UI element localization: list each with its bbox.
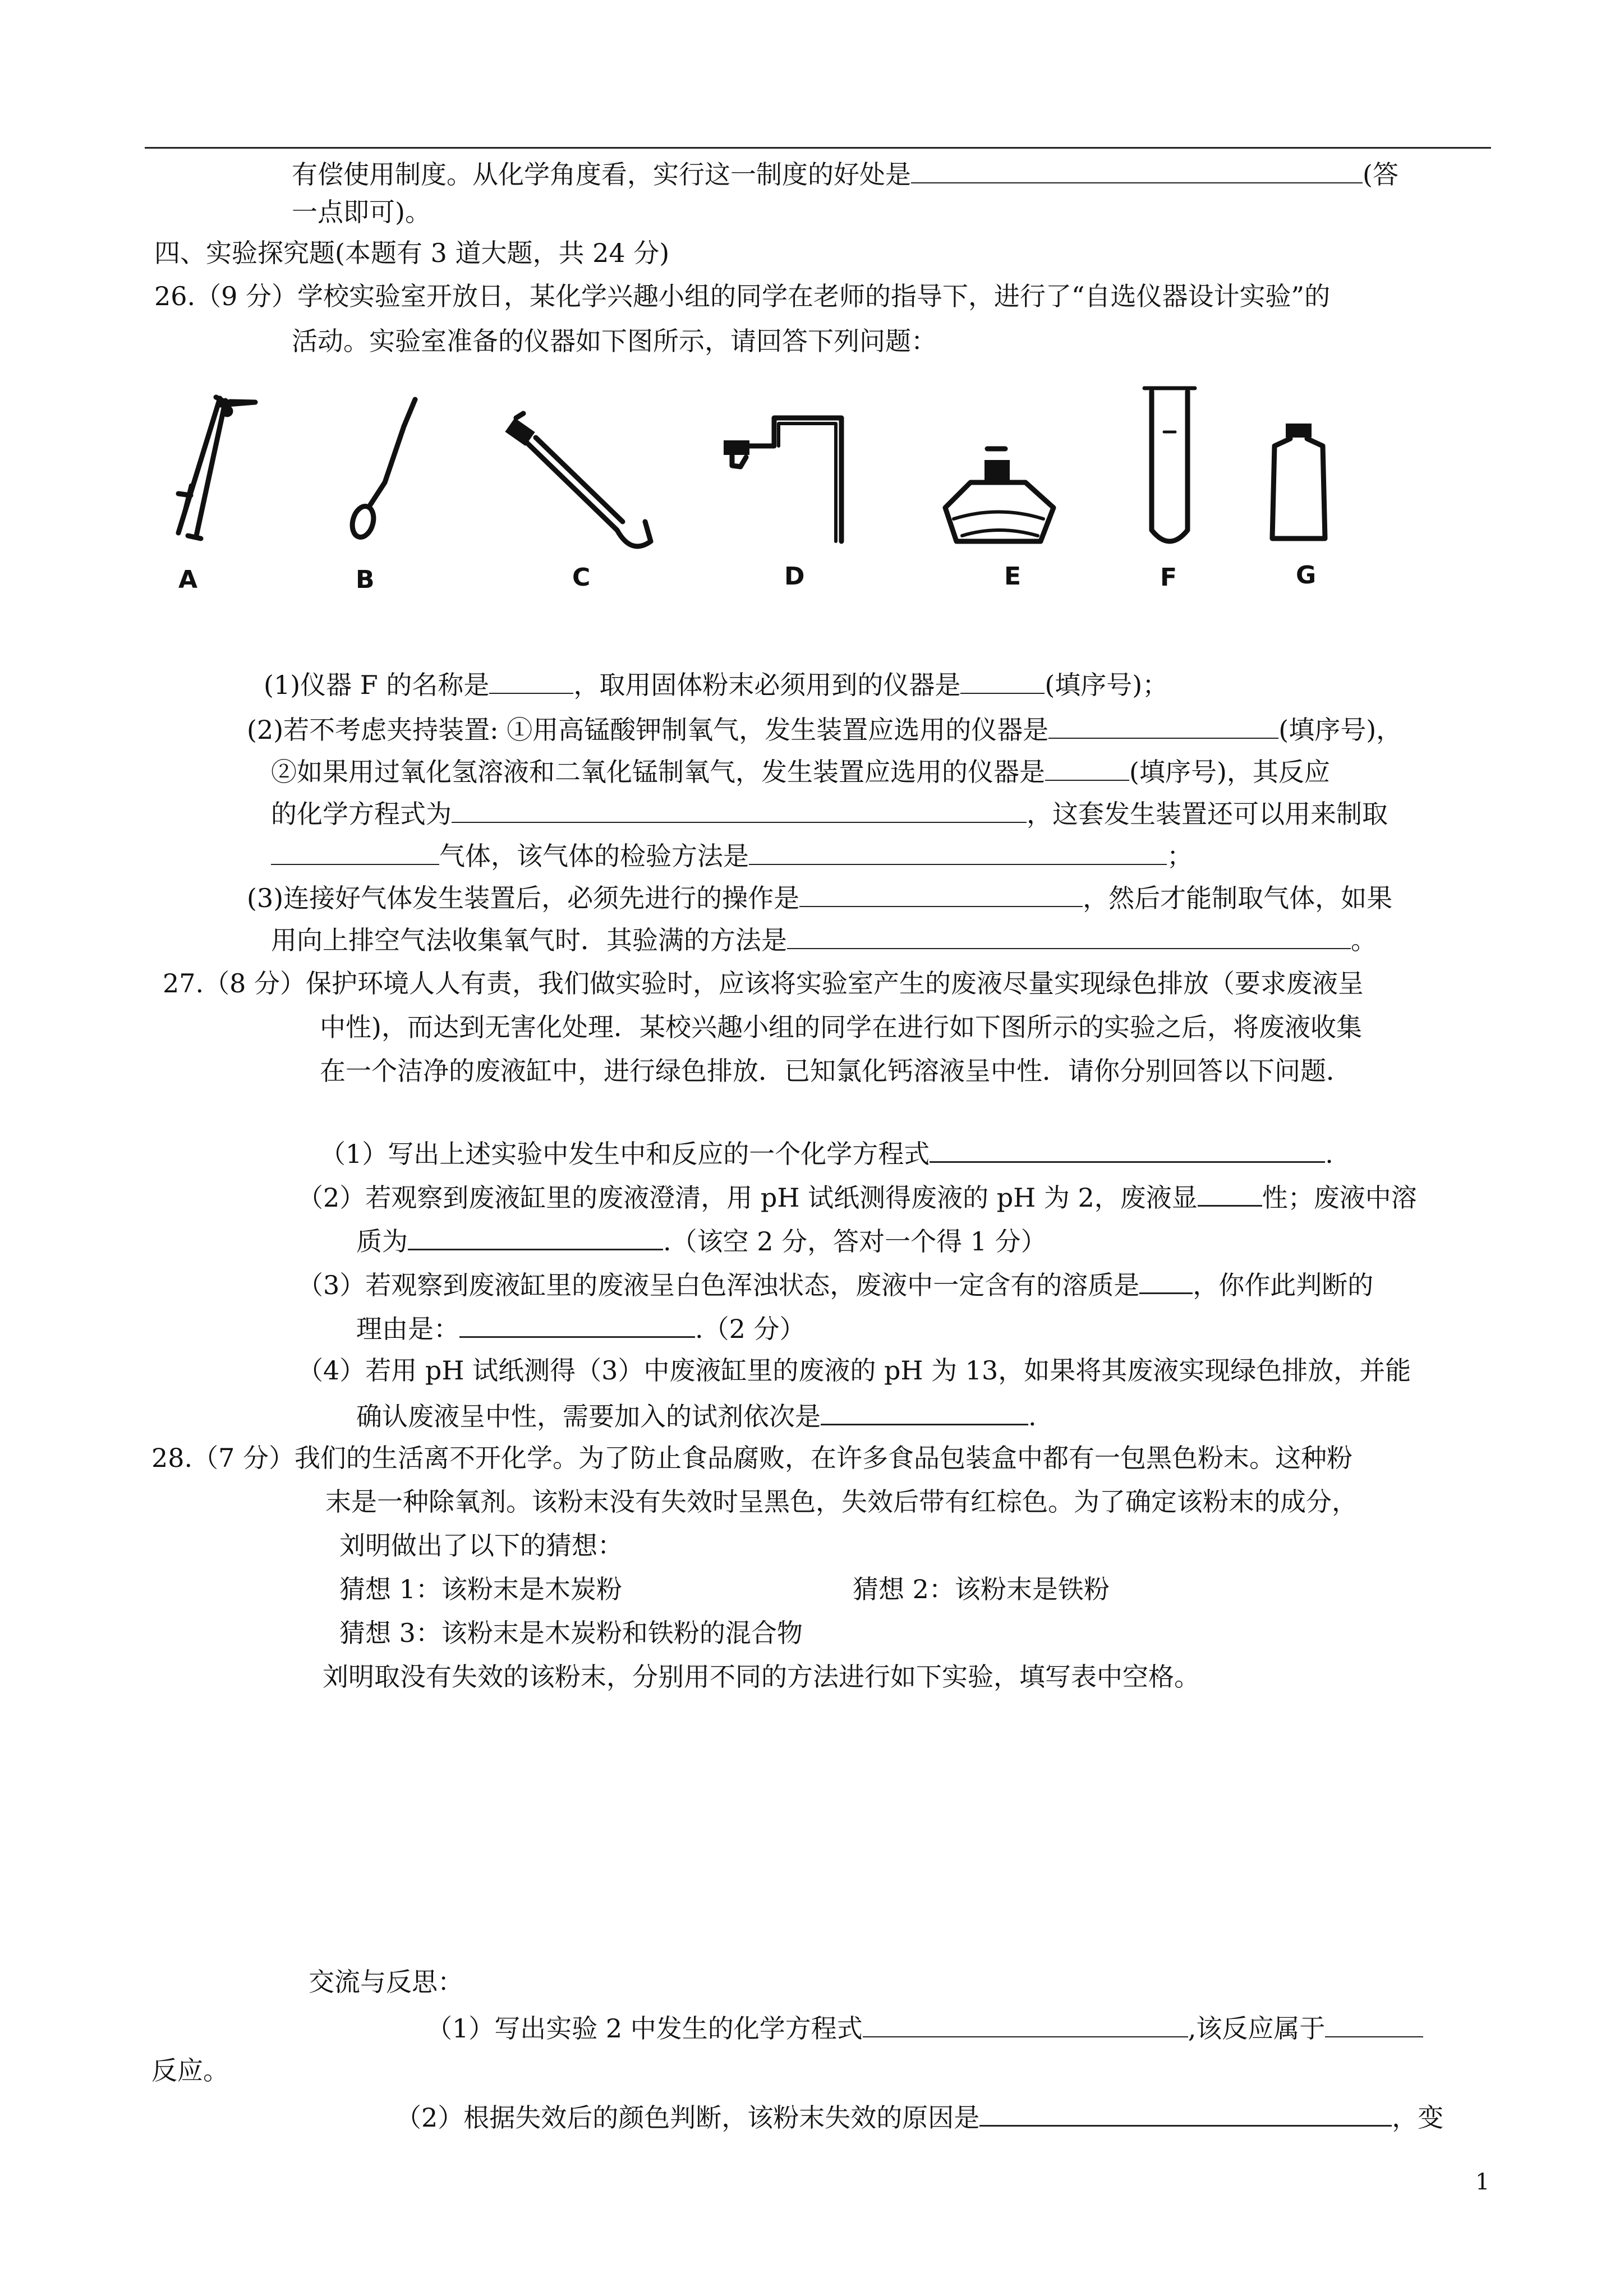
answer-blank[interactable] (1048, 715, 1278, 739)
answer-blank[interactable] (821, 1401, 1028, 1425)
q27-sub-4b (356, 1401, 1037, 1432)
label-c: C (572, 563, 591, 592)
text: ，你作此判断的 (1193, 1270, 1374, 1300)
text: ,该反应属于 (1188, 2013, 1326, 2044)
answer-blank[interactable] (749, 841, 1167, 865)
text: （2）根据失效后的颜色判断，该粉末失效的原因是 (395, 2102, 980, 2133)
q28-line-3: 刘明做出了以下的猜想： (339, 1530, 623, 1561)
text: 性；废液中溶 (1262, 1182, 1417, 1213)
text: 确认废液呈中性，需要加入的试剂依次是 (356, 1401, 821, 1432)
q26-line-2: 活动。实验室准备的仪器如下图所示，请回答下列问题： (292, 326, 937, 356)
text: ，这套发生装置还可以用来制取 (1027, 799, 1388, 829)
text: ，然后才能制取气体，如果 (1083, 883, 1393, 913)
q28-line-1: 28.（7 分）我们的生活离不开化学。为了防止食品腐败，在许多食品包装盒中都有一包黑色粉末。这种粉 (151, 1443, 1353, 1473)
answer-blank[interactable] (960, 670, 1045, 694)
answer-blank[interactable] (863, 2014, 1188, 2037)
answer-blank[interactable] (1139, 1270, 1193, 1294)
q28-guess-3: 猜想 3：该粉末是木炭粉和铁粉的混合物 (339, 1618, 803, 1648)
label-g: G (1296, 561, 1317, 590)
text: （1）写出上述实验中发生中和反应的一个化学方程式 (320, 1139, 930, 1169)
wide-mouth-bottle-icon (1272, 424, 1325, 539)
answer-blank[interactable] (459, 1314, 695, 1338)
text: （2）若观察到废液缸里的废液澄清，用 pH 试纸测得废液的 pH 为 2，废液显 (297, 1182, 1198, 1213)
carry-line-2: 一点即可)。 (292, 197, 431, 227)
q26-part-1 (264, 670, 1168, 698)
q27-line-2: 中性)，而达到无害化处理．某校兴趣小组的同学在进行如下图所示的实验之后，将废液收集 (320, 1012, 1362, 1042)
q27-sub-1 (320, 1139, 1333, 1167)
section-title: 四、实验探究题(本题有 3 道大题，共 24 分) (154, 238, 670, 268)
answer-blank[interactable] (979, 2102, 1392, 2127)
carry-text: 有偿使用制度。从化学角度看，实行这一制度的好处是 (292, 159, 911, 190)
text: . (1028, 1401, 1037, 1432)
text: ； (1167, 841, 1193, 871)
q27-sub-3a (297, 1270, 1373, 1298)
text: (填序号)； (1045, 670, 1168, 700)
text: 理由是： (356, 1314, 459, 1344)
text: 的化学方程式为 (271, 799, 452, 829)
delivery-tube-icon (724, 418, 841, 541)
text: 质为 (356, 1226, 408, 1257)
q26-part-2c (271, 799, 1388, 827)
q28-line-2: 末是一种除氧剂。该粉末没有失效时呈黑色，失效后带有红棕色。为了确定该粉末的成分， (325, 1487, 1358, 1517)
q27-sub-2a (297, 1182, 1417, 1211)
q26-part-2d (271, 841, 1193, 869)
text: (填序号)，其反应 (1129, 757, 1330, 787)
text: . (1325, 1139, 1333, 1169)
text: ②如果用过氧化氢溶液和二氧化锰制氧气，发生装置应选用的仪器是 (271, 757, 1045, 787)
text: (填序号)， (1278, 715, 1402, 745)
reflect-1-end: 反应。 (151, 2055, 229, 2086)
reflect-2 (395, 2102, 1443, 2131)
test-tube-icon (1144, 388, 1195, 541)
text: (2)若不考虑夹持装置: ①用高锰酸钾制氧气，发生装置应选用的仪器是 (247, 715, 1049, 745)
q28-guess-2: 猜想 2：该粉末是铁粉 (853, 1574, 1110, 1604)
text: （3）若观察到废液缸里的废液呈白色浑浊状态，废液中一定含有的溶质是 (297, 1270, 1140, 1300)
answer-blank[interactable] (1325, 2014, 1423, 2037)
answer-blank[interactable] (930, 1139, 1325, 1163)
answer-blank[interactable] (408, 1226, 663, 1250)
text: 用向上排空气法收集氧气时．其验满的方法是 (271, 925, 787, 955)
text: （1）写出实验 2 中发生的化学方程式 (426, 2013, 863, 2044)
q28-line-4: 刘明取没有失效的该粉末，分别用不同的方法进行如下实验，填写表中空格。 (323, 1662, 1200, 1692)
q27-sub-3b (356, 1314, 806, 1342)
label-e: E (1004, 562, 1022, 591)
text: (1)仪器 F 的名称是 (264, 670, 490, 700)
text: (3)连接好气体发生装置后，必须先进行的操作是 (247, 883, 800, 913)
answer-blank[interactable] (1045, 757, 1129, 781)
medicine-spoon-icon (349, 399, 415, 540)
q26-line-1: 26.（9 分）学校实验室开放日，某化学兴趣小组的同学在老师的指导下，进行了“自选仪器设计实验”的 (154, 281, 1331, 311)
label-d: D (784, 562, 805, 591)
q26-part-3a (247, 884, 1392, 911)
answer-blank[interactable] (271, 841, 439, 865)
page-number: 1 (1475, 2169, 1490, 2195)
answer-blank[interactable] (799, 884, 1083, 907)
q26-part-2a (247, 715, 1402, 743)
crucible-tongs-icon (178, 397, 255, 539)
carry-text-end: (答 (1363, 159, 1398, 190)
label-b: B (356, 565, 375, 594)
q26-part-3b (271, 926, 1377, 953)
label-f: F (1160, 563, 1177, 592)
answer-blank[interactable] (1198, 1182, 1262, 1207)
text: .（该空 2 分，答对一个得 1 分） (663, 1226, 1047, 1257)
text: ，取用固体粉末必须用到的仪器是 (573, 670, 961, 700)
q27-line-1: 27.（8 分）保护环境人人有责，我们做实验时，应该将实验室产生的废液尽量实现绿色排放（要求废液呈 (163, 968, 1364, 999)
text: .（2 分） (695, 1314, 806, 1344)
text: 气体，该气体的检验方法是 (439, 841, 749, 871)
apparatus-figure (0, 0, 1624, 617)
answer-blank[interactable] (489, 670, 573, 694)
q27-sub-2b (356, 1226, 1047, 1257)
answer-blank[interactable] (452, 799, 1027, 823)
reflect-title: 交流与反思： (309, 1967, 463, 1997)
q26-part-2b (271, 757, 1330, 785)
q27-sub-4a: （4）若用 pH 试纸测得（3）中废液缸里的废液的 pH 为 13，如果将其废液实现绿色排放，并能 (297, 1355, 1411, 1386)
q28-guess-1: 猜想 1：该粉末是木炭粉 (339, 1574, 622, 1604)
label-a: A (178, 565, 198, 594)
text: ，变 (1392, 2102, 1444, 2133)
answer-blank[interactable] (787, 926, 1351, 949)
alcohol-lamp-icon (945, 449, 1053, 541)
q27-line-3: 在一个洁净的废液缸中，进行绿色排放．已知氯化钙溶液呈中性．请你分别回答以下问题． (320, 1056, 1352, 1086)
reflect-1 (426, 2013, 1423, 2044)
bent-tube-stopper-icon (505, 413, 651, 546)
text: 。 (1351, 925, 1377, 955)
